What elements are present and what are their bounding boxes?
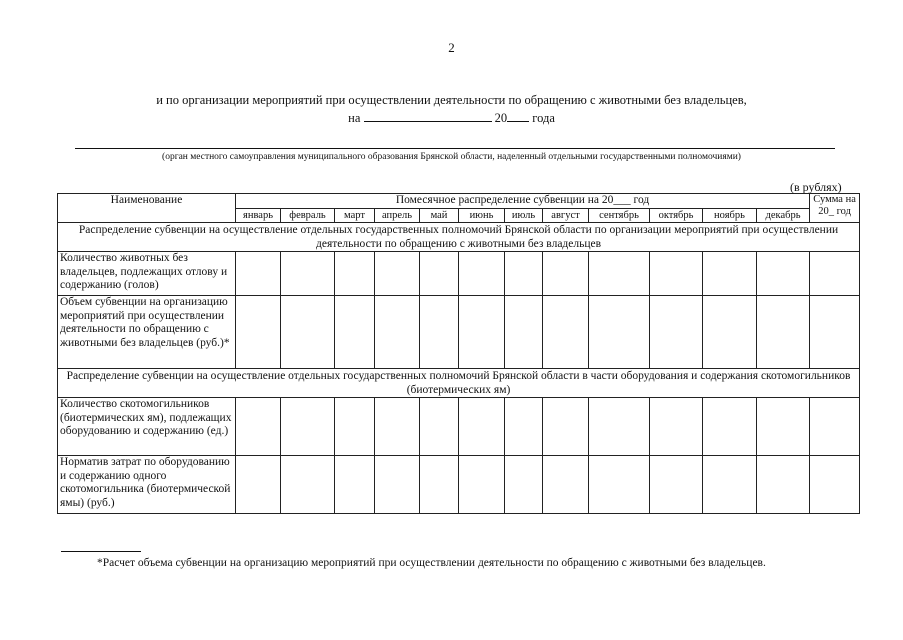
table-cell[interactable] [420, 252, 459, 296]
table-cell[interactable] [543, 252, 589, 296]
month-header: август [543, 208, 589, 223]
footnote-text: *Расчет объема субвенции на организацию мероприятий при осуществлении деятельности по обращению с животными без владельцев. [97, 557, 766, 569]
header-row-1 [58, 194, 860, 209]
table-cell[interactable] [335, 398, 375, 456]
subvention-table [57, 193, 860, 514]
table-row [58, 252, 860, 296]
table-cell[interactable] [589, 252, 650, 296]
month-header: май [420, 208, 459, 223]
table-cell[interactable] [236, 456, 281, 514]
section-title-1: Распределение субвенции на осуществление отдельных государственных полномочий Брянской области по организации мероприятий при осуществлении деятельности по обращению с животными без владельцев [58, 223, 860, 252]
table-cell[interactable] [650, 398, 703, 456]
table-cell[interactable] [236, 252, 281, 296]
month-header: июнь [459, 208, 505, 223]
table-cell[interactable] [375, 252, 420, 296]
table-cell[interactable] [375, 296, 420, 369]
table-cell[interactable] [505, 456, 543, 514]
table-cell[interactable] [420, 456, 459, 514]
table-cell[interactable] [589, 456, 650, 514]
month-header: февраль [281, 208, 335, 223]
table-cell[interactable] [810, 456, 860, 514]
table-cell[interactable] [505, 252, 543, 296]
table-cell[interactable] [335, 456, 375, 514]
month-header: ноябрь [703, 208, 757, 223]
table-cell[interactable] [281, 456, 335, 514]
month-header: июль [505, 208, 543, 223]
table-cell[interactable] [650, 252, 703, 296]
table-cell[interactable] [459, 296, 505, 369]
row-label-subvention-volume: Объем субвенции на организацию мероприятий при осуществлении деятельности по обращению с животными без владельцев (руб.)* [58, 296, 236, 369]
table-cell[interactable] [703, 252, 757, 296]
section-row-2 [58, 369, 860, 398]
header-monthly: Помесячное распределение субвенции на 20___ год [236, 194, 810, 209]
table-cell[interactable] [420, 398, 459, 456]
table-cell[interactable] [703, 296, 757, 369]
month-header: декабрь [757, 208, 810, 223]
table-cell[interactable] [375, 398, 420, 456]
title-year-prefix: 20 [494, 111, 508, 125]
page-number: 2 [448, 40, 455, 55]
table-cell[interactable] [703, 398, 757, 456]
table-cell[interactable] [650, 456, 703, 514]
month-header: сентябрь [589, 208, 650, 223]
section-row-1 [58, 223, 860, 252]
document-title-line1: и по организации мероприятий при осуществлении деятельности по обращению с животными без владельцев, [156, 93, 747, 107]
footnote-rule [61, 551, 141, 552]
table-cell[interactable] [281, 398, 335, 456]
table-cell[interactable] [505, 398, 543, 456]
table-cell[interactable] [459, 398, 505, 456]
date-blank [364, 109, 492, 122]
header-sum: Сумма на 20_ год [810, 194, 860, 223]
table-cell[interactable] [650, 296, 703, 369]
footnote [61, 556, 843, 571]
year-blank [507, 109, 529, 122]
table-cell[interactable] [335, 252, 375, 296]
month-header: октябрь [650, 208, 703, 223]
table-cell[interactable] [810, 398, 860, 456]
table-cell[interactable] [236, 296, 281, 369]
table-cell[interactable] [335, 296, 375, 369]
section-title-2: Распределение субвенции на осуществление отдельных государственных полномочий Брянской области в части оборудования и содержания скотомогильников (биотермических ям) [58, 369, 860, 398]
row-label-burial-sites-count: Количество скотомогильников (биотермических ям), подлежащих оборудованию и содержанию (ед.) [58, 398, 236, 456]
month-header: январь [236, 208, 281, 223]
table-cell[interactable] [589, 296, 650, 369]
table-cell[interactable] [281, 296, 335, 369]
table-cell[interactable] [757, 296, 810, 369]
table-cell[interactable] [810, 252, 860, 296]
table-cell[interactable] [505, 296, 543, 369]
row-label-cost-norm: Норматив затрат по оборудованию и содержанию одного скотомогильника (биотермической ямы) (руб.) [58, 456, 236, 514]
row-label-animals-count: Количество животных без владельцев, подлежащих отлову и содержанию (голов) [58, 252, 236, 296]
table-row [58, 456, 860, 514]
table-cell[interactable] [757, 456, 810, 514]
table-cell[interactable] [459, 456, 505, 514]
table-cell[interactable] [543, 456, 589, 514]
table-cell[interactable] [236, 398, 281, 456]
table-cell[interactable] [420, 296, 459, 369]
table-cell[interactable] [543, 398, 589, 456]
title-prefix: на [348, 111, 361, 125]
table-cell[interactable] [757, 252, 810, 296]
month-header: март [335, 208, 375, 223]
table-cell[interactable] [703, 456, 757, 514]
table-cell[interactable] [757, 398, 810, 456]
table-cell[interactable] [543, 296, 589, 369]
table-row [58, 296, 860, 369]
org-caption: (орган местного самоуправления муниципального образования Брянской области, наделенный отдельными государственными полномочиями) [162, 152, 741, 162]
table-cell[interactable] [375, 456, 420, 514]
table-cell[interactable] [810, 296, 860, 369]
org-name-line [75, 148, 835, 149]
title-suffix: года [532, 111, 555, 125]
table-row [58, 398, 860, 456]
document-title-line2 [0, 109, 903, 126]
table-cell[interactable] [459, 252, 505, 296]
header-name: Наименование [58, 194, 236, 223]
units-label: (в рублях) [790, 180, 842, 194]
table-cell[interactable] [589, 398, 650, 456]
table-cell[interactable] [281, 252, 335, 296]
month-header: апрель [375, 208, 420, 223]
